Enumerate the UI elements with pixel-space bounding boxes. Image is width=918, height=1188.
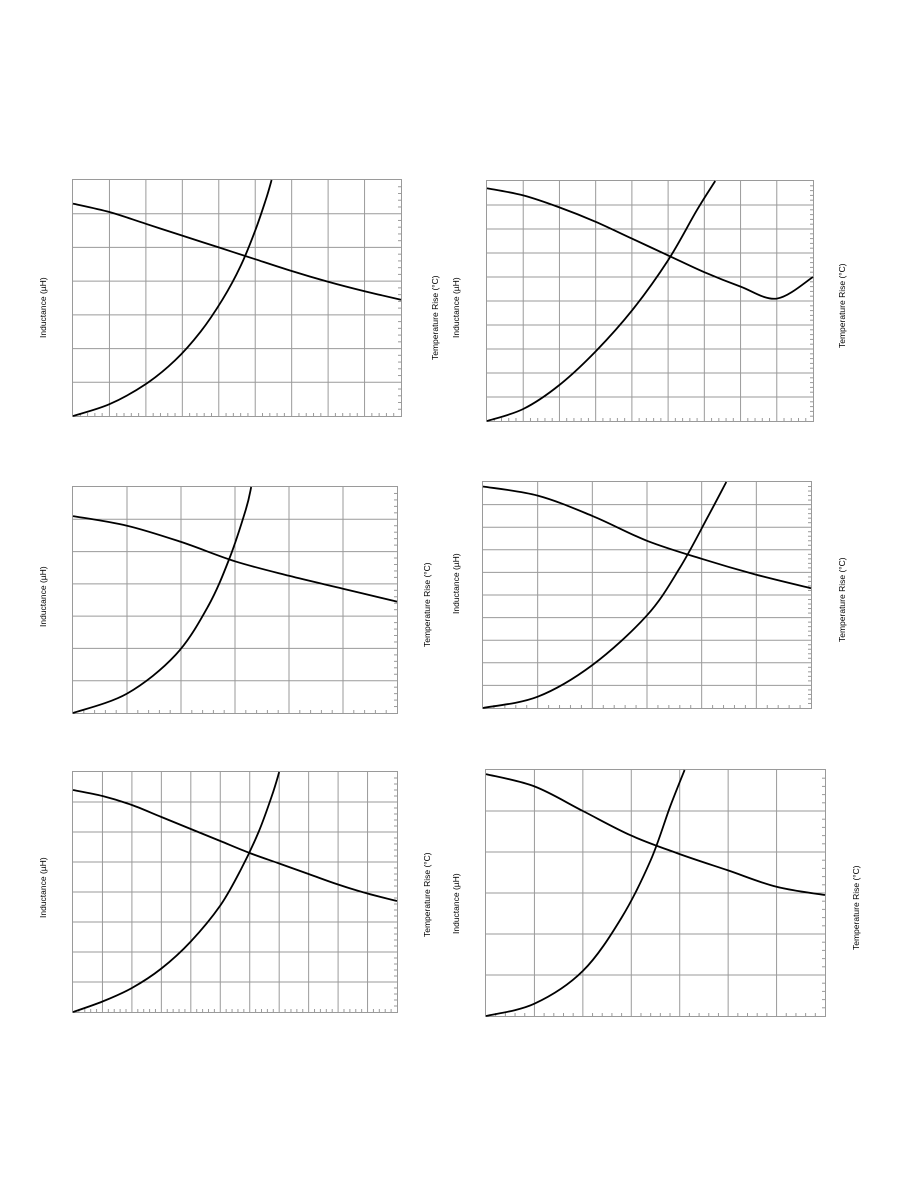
y2-axis-label-1: Temperature Rise (°C) (430, 275, 440, 360)
inductance-curve (73, 204, 401, 300)
chart-plot-1 (73, 180, 401, 416)
chart-plot-4 (483, 482, 811, 708)
y-axis-label-4: Inductance (µH) (451, 553, 461, 614)
inductance-curve (73, 790, 397, 901)
y-axis-label-6: Inductance (µH) (451, 873, 461, 934)
y2-axis-label-6: Temperature Rise (°C) (851, 865, 861, 950)
chart-panel-3 (72, 486, 398, 714)
y-axis-label-5: Inductance (µH) (38, 857, 48, 918)
chart-panel-5 (72, 771, 398, 1013)
y2-axis-label-5: Temperature Rise (°C) (422, 852, 432, 937)
chart-plot-3 (73, 487, 397, 713)
y-axis-label-2: Inductance (µH) (451, 277, 461, 338)
chart-plot-6 (486, 770, 825, 1016)
chart-panel-6 (485, 769, 826, 1017)
chart-plot-2 (487, 181, 813, 421)
y-axis-label-3: Inductance (µH) (38, 566, 48, 627)
chart-panel-2 (486, 180, 814, 422)
y2-axis-label-3: Temperature Rise (°C) (422, 562, 432, 647)
y-axis-label-1: Inductance (µH) (38, 277, 48, 338)
chart-panel-4 (482, 481, 812, 709)
chart-plot-5 (73, 772, 397, 1012)
inductance-curve (486, 774, 825, 895)
y2-axis-label-4: Temperature Rise (°C) (837, 557, 847, 642)
chart-panel-1 (72, 179, 402, 417)
temperature-rise-curve (73, 180, 272, 416)
y2-axis-label-2: Temperature Rise (°C) (837, 263, 847, 348)
